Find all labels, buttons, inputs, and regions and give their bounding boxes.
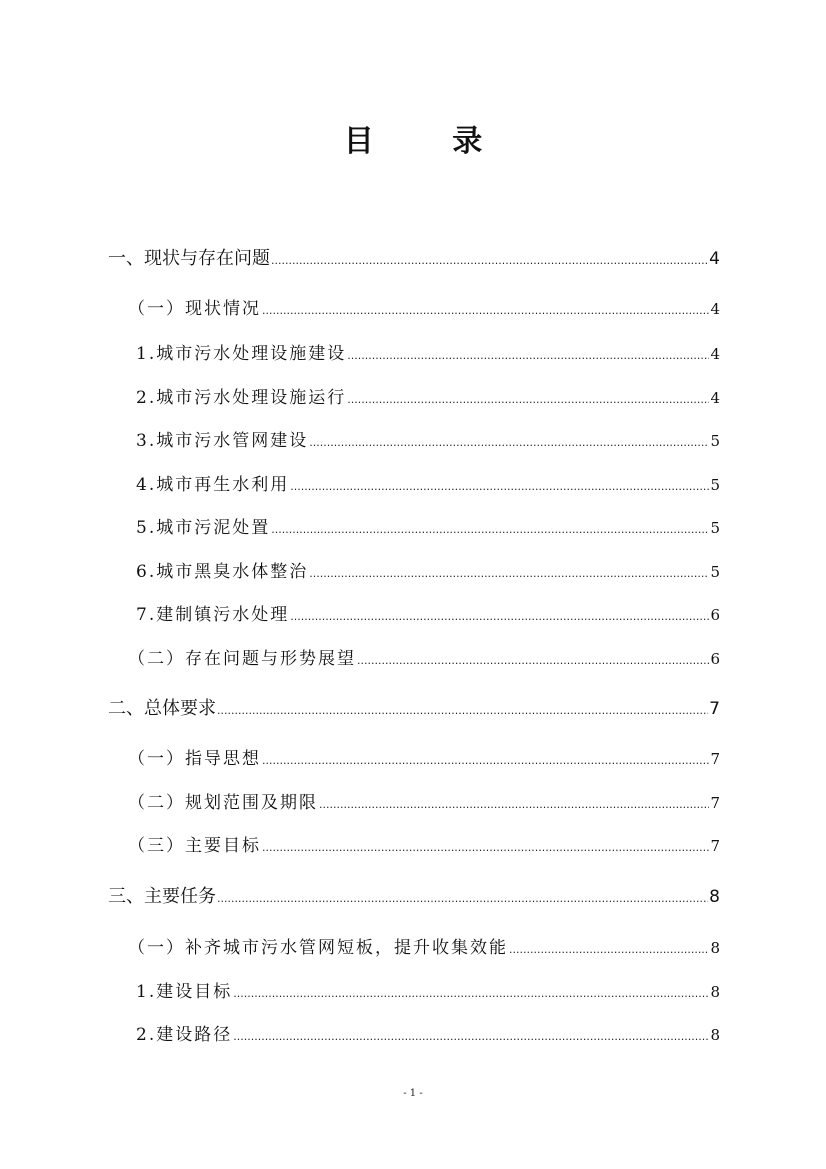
toc-page-number: 7 [710, 794, 720, 812]
toc-leader-dots [290, 480, 709, 493]
toc-entry-label: （二）规划范围及期限 [128, 793, 318, 813]
toc-leader-dots [233, 987, 709, 1000]
toc-entry[interactable] [108, 1020, 720, 1045]
toc-leader-dots [357, 654, 709, 667]
toc-entry-label: 三、主要任务 [108, 886, 216, 907]
toc-leader-dots [233, 1030, 709, 1043]
toc-entry-label: （一）指导思想 [128, 749, 261, 769]
toc-page-number: 8 [710, 939, 720, 957]
toc-entry[interactable] [108, 244, 720, 270]
toc-leader-dots [347, 393, 709, 406]
toc-page-number: 5 [710, 476, 720, 494]
toc-leader-dots [271, 254, 708, 267]
toc-leader-dots [509, 943, 709, 956]
toc-entry[interactable] [108, 694, 720, 720]
toc-entry[interactable] [108, 294, 720, 319]
toc-entry[interactable] [108, 513, 720, 538]
toc-entry-label: 1.建设目标 [136, 982, 233, 1002]
toc-leader-dots [309, 436, 709, 449]
toc-page-number: 6 [710, 606, 720, 624]
toc-page-number: 4 [710, 300, 720, 318]
toc-entry[interactable] [108, 470, 720, 495]
toc-leader-dots [262, 304, 709, 317]
page-title: 目 录 [343, 124, 517, 159]
toc-page-number: 7 [710, 837, 720, 855]
toc-leader-dots [217, 704, 708, 717]
toc-entry-label: （三）主要目标 [128, 836, 261, 856]
toc-entry-label: 5.城市污泥处置 [136, 518, 271, 538]
toc-entry[interactable] [108, 339, 720, 364]
toc-leader-dots [271, 523, 709, 536]
toc-entry-label: （一）补齐城市污水管网短板，提升收集效能 [128, 938, 508, 958]
toc-page-number: 4 [710, 345, 720, 363]
toc-page-number: 4 [709, 249, 720, 269]
toc-entry-label: 4.城市再生水利用 [136, 475, 290, 495]
toc-page-number: 5 [710, 563, 720, 581]
toc-page-number: 7 [709, 699, 720, 719]
toc-leader-dots [217, 892, 708, 905]
toc-entry[interactable] [108, 600, 720, 625]
toc-entry[interactable] [108, 788, 720, 813]
toc-page-number: 5 [710, 519, 720, 537]
toc-leader-dots [309, 567, 709, 580]
toc-entry[interactable] [108, 977, 720, 1002]
toc-entry[interactable] [108, 644, 720, 669]
toc-entry[interactable] [108, 426, 720, 451]
toc-entry-label: 1.城市污水处理设施建设 [136, 344, 347, 364]
toc-entry-label: 2.建设路径 [136, 1025, 233, 1045]
toc-leader-dots [290, 610, 709, 623]
toc-entry-label: 3.城市污水管网建设 [136, 431, 309, 451]
toc-entry[interactable] [108, 744, 720, 769]
toc-page-number: 5 [710, 432, 720, 450]
toc-entry-label: 6.城市黑臭水体整治 [136, 562, 309, 582]
toc-page-number: 6 [710, 650, 720, 668]
page-number-footer: - 1 - [403, 1088, 423, 1099]
toc-page-number: 7 [710, 750, 720, 768]
toc-entry[interactable] [108, 557, 720, 582]
toc-page-number: 8 [710, 1026, 720, 1044]
toc-leader-dots [319, 798, 709, 811]
toc-page-number: 8 [710, 983, 720, 1001]
toc-page-number: 4 [710, 389, 720, 407]
toc-entry-label: （二）存在问题与形势展望 [128, 649, 356, 669]
toc-leader-dots [347, 349, 709, 362]
toc-leader-dots [262, 841, 709, 854]
toc-entry[interactable] [108, 831, 720, 856]
toc-entry[interactable] [108, 383, 720, 408]
toc-entry[interactable] [108, 933, 720, 958]
toc-leader-dots [262, 754, 709, 767]
toc-entry-label: （一）现状情况 [128, 299, 261, 319]
toc-entry-label: 一、现状与存在问题 [108, 248, 270, 269]
toc-entry-label: 7.建制镇污水处理 [136, 605, 290, 625]
toc-entry-label: 2.城市污水处理设施运行 [136, 388, 347, 408]
toc-entry[interactable] [108, 882, 720, 908]
toc-entry-label: 二、总体要求 [108, 698, 216, 719]
toc-page-number: 8 [709, 887, 720, 907]
